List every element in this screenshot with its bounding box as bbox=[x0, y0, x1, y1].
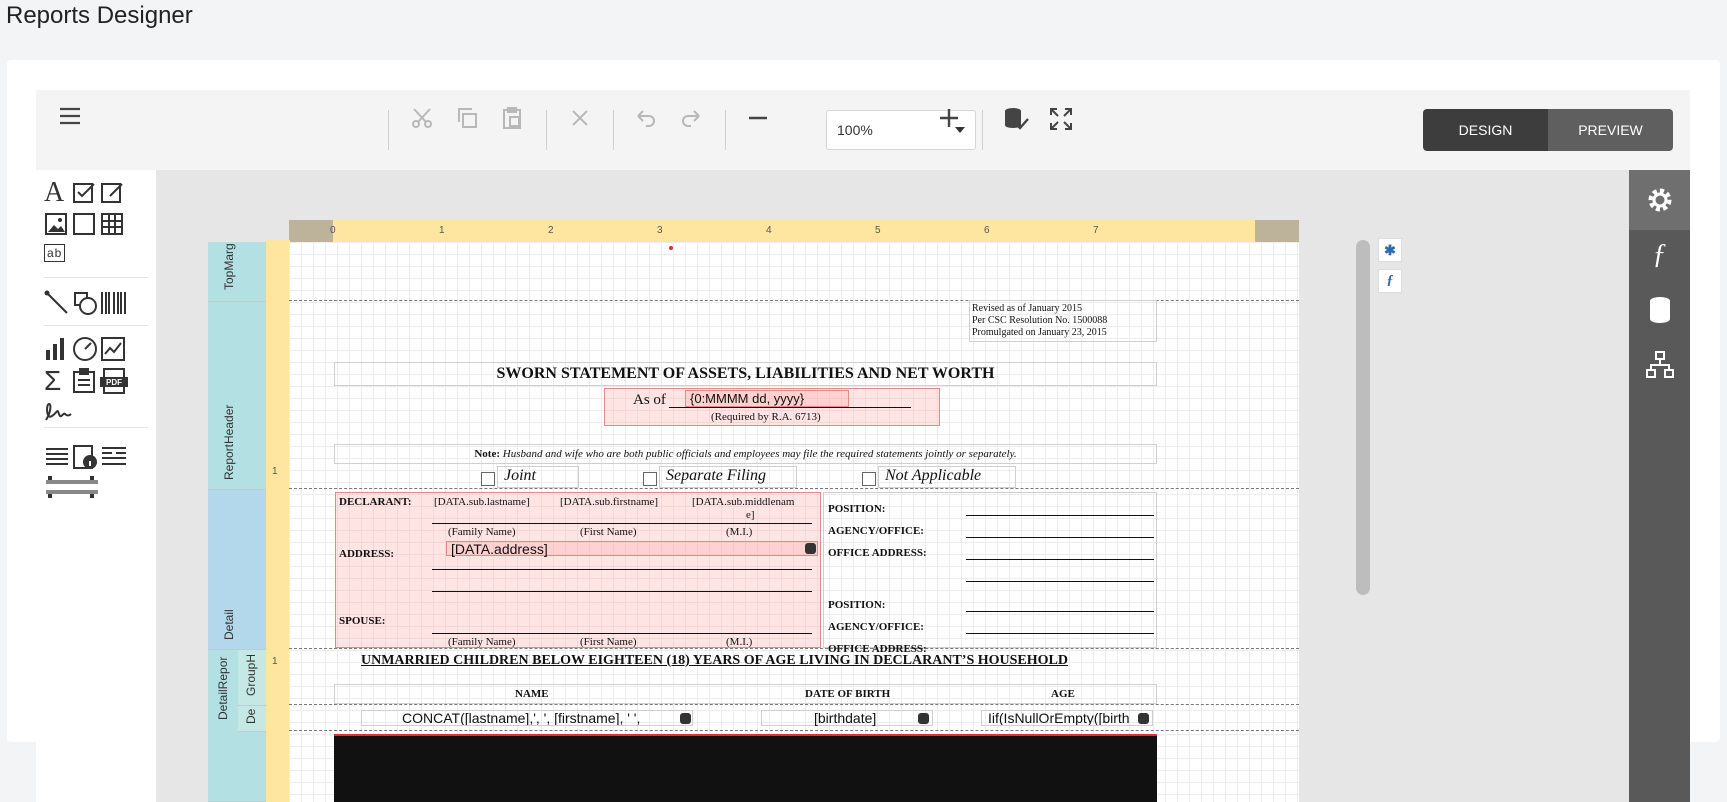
character-comb-tool-icon[interactable]: ab bbox=[44, 244, 65, 262]
richtext-tool-icon[interactable] bbox=[100, 180, 124, 209]
col-name: NAME bbox=[515, 688, 549, 700]
cut-icon[interactable] bbox=[410, 106, 434, 130]
children-title[interactable]: UNMARRIED CHILDREN BELOW EIGHTEEN (18) YEARS OF AGE LIVING IN DECLARANT’S HOUSEHOLD bbox=[361, 653, 1068, 668]
pdf-content-tool-icon[interactable] bbox=[100, 368, 128, 399]
band-label: De bbox=[244, 708, 258, 724]
zoom-in-icon[interactable] bbox=[937, 106, 961, 130]
revised-line: Revised as of January 2015 bbox=[972, 303, 1082, 314]
position-label: POSITION: bbox=[828, 599, 886, 611]
declarant-label: DECLARANT: bbox=[339, 496, 412, 508]
ruler-tick: 4 bbox=[766, 225, 772, 236]
band-label: TopMarg bbox=[222, 243, 236, 290]
report-explorer-icon[interactable] bbox=[1629, 335, 1690, 395]
element-settings-icon[interactable]: ✱ bbox=[1378, 238, 1402, 262]
col-dob: DATE OF BIRTH bbox=[805, 688, 891, 700]
report-title[interactable]: SWORN STATEMENT OF ASSETS, LIABILITIES AND NET WORTH bbox=[334, 362, 1157, 386]
agency-label: AGENCY/OFFICE: bbox=[828, 621, 924, 633]
ruler-tick: 6 bbox=[984, 225, 990, 236]
toolbox-group-basic bbox=[44, 170, 148, 278]
database-icon bbox=[805, 543, 816, 554]
redo-icon[interactable] bbox=[679, 106, 703, 130]
vertical-scrollbar[interactable] bbox=[1354, 240, 1372, 802]
office-address-label: OFFICE ADDRESS: bbox=[828, 643, 927, 655]
report-designer bbox=[36, 90, 1690, 802]
separate-filing-checkbox[interactable] bbox=[643, 472, 657, 486]
horizontal-ruler bbox=[289, 220, 1299, 242]
ruler-tick: 7 bbox=[1093, 225, 1099, 236]
label-tool-icon[interactable]: A bbox=[44, 177, 65, 208]
picture-tool-icon[interactable] bbox=[44, 212, 68, 241]
band-report-header[interactable] bbox=[208, 302, 266, 490]
revised-note[interactable] bbox=[969, 300, 1157, 342]
toolbox-group-layout bbox=[44, 428, 148, 498]
note-text: Husband and wife who are both public officials and employees may file the required statements jointly or separately. bbox=[502, 448, 1017, 460]
separate-filing-label: Separate Filing bbox=[659, 466, 797, 488]
ruler-tick: 3 bbox=[657, 225, 663, 236]
toolbox bbox=[36, 170, 156, 802]
page-title: Reports Designer bbox=[6, 2, 193, 29]
paste-icon[interactable] bbox=[500, 106, 524, 130]
chart-tool-icon[interactable] bbox=[44, 336, 70, 367]
firstname-field[interactable]: [DATA.sub.firstname] bbox=[560, 496, 659, 508]
ruler-tick: 1 bbox=[272, 466, 278, 477]
band-group-header[interactable] bbox=[238, 650, 266, 706]
toolbox-group-charts bbox=[44, 326, 148, 428]
revised-line: Per CSC Resolution No. 1500088 bbox=[972, 315, 1108, 326]
right-panel bbox=[1629, 170, 1690, 802]
design-tab[interactable]: DESIGN bbox=[1423, 109, 1548, 151]
report-canvas bbox=[289, 242, 1299, 802]
mi-caption: (M.I.) bbox=[726, 636, 753, 648]
band-footer[interactable] bbox=[238, 732, 266, 802]
signature-tool-icon[interactable] bbox=[44, 400, 72, 429]
toc-tool-icon[interactable] bbox=[44, 444, 70, 475]
not-applicable-checkbox[interactable] bbox=[862, 472, 876, 486]
family-name-caption: (Family Name) bbox=[448, 526, 516, 538]
fullscreen-icon[interactable] bbox=[1048, 106, 1074, 132]
as-of-label: As of bbox=[633, 392, 666, 408]
copy-icon[interactable] bbox=[455, 106, 479, 130]
checkbox-tool-icon[interactable] bbox=[72, 180, 96, 209]
zoom-value: 100% bbox=[837, 122, 873, 138]
ruler-tick: 1 bbox=[439, 225, 445, 236]
joint-label: Joint bbox=[497, 466, 579, 488]
name-expression: CONCAT([lastname],', ', [firstname], ' ', bbox=[402, 710, 641, 726]
element-expression-icon[interactable]: ƒ bbox=[1378, 269, 1402, 293]
band-label: GroupH bbox=[244, 653, 258, 696]
band-detail-report[interactable] bbox=[208, 650, 238, 802]
address-label: ADDRESS: bbox=[339, 548, 395, 560]
database-icon bbox=[680, 713, 691, 724]
band-label: ReportHeader bbox=[222, 404, 236, 480]
hamburger-menu-icon[interactable] bbox=[58, 104, 82, 128]
not-applicable-label: Not Applicable bbox=[878, 466, 1016, 488]
line-tool-icon[interactable] bbox=[44, 290, 70, 321]
field-list-database-icon[interactable] bbox=[1629, 280, 1690, 340]
page-break-tool-icon[interactable] bbox=[100, 444, 128, 475]
dob-expression: [birthdate] bbox=[814, 710, 877, 726]
age-expression-field[interactable] bbox=[981, 710, 1153, 726]
spouse-label: SPOUSE: bbox=[339, 615, 386, 627]
table-band[interactable] bbox=[334, 734, 1157, 802]
summary-tool-icon[interactable]: Σ bbox=[44, 365, 62, 396]
database-icon bbox=[918, 713, 929, 724]
address-field-text: [DATA.address] bbox=[451, 541, 548, 557]
required-by: (Required by R.A. 6713) bbox=[711, 411, 821, 423]
family-name-caption: (Family Name) bbox=[448, 636, 516, 648]
design-surface bbox=[156, 170, 1629, 802]
revised-line: Promulgated on January 23, 2015 bbox=[972, 327, 1107, 338]
col-age: AGE bbox=[1051, 688, 1075, 700]
position-label: POSITION: bbox=[828, 503, 886, 515]
gauge-tool-icon[interactable] bbox=[72, 336, 98, 367]
middlename-field[interactable]: [DATA.sub.middlenam bbox=[692, 496, 795, 508]
undo-icon[interactable] bbox=[634, 106, 658, 130]
first-name-caption: (First Name) bbox=[580, 526, 637, 538]
joint-checkbox[interactable] bbox=[481, 472, 495, 486]
first-name-caption: (First Name) bbox=[580, 636, 637, 648]
panel-tool-icon[interactable] bbox=[72, 212, 96, 241]
toolbox-group-shapes bbox=[44, 278, 148, 326]
children-header-row[interactable] bbox=[334, 684, 1157, 704]
position-panel[interactable] bbox=[823, 492, 1157, 655]
page-info-tool-icon[interactable] bbox=[72, 444, 98, 475]
note-line[interactable] bbox=[334, 444, 1157, 464]
preview-tab[interactable]: PREVIEW bbox=[1548, 109, 1673, 151]
declarant-panel[interactable] bbox=[335, 492, 821, 648]
office-address-label: OFFICE ADDRESS: bbox=[828, 547, 927, 559]
band-detail-2[interactable] bbox=[238, 706, 266, 732]
properties-gear-icon[interactable] bbox=[1629, 170, 1690, 230]
sparkline-tool-icon[interactable] bbox=[100, 336, 126, 367]
table-tool-icon[interactable] bbox=[100, 212, 124, 241]
lastname-field[interactable]: [DATA.sub.lastname] bbox=[434, 496, 530, 508]
middlename-tail: e] bbox=[746, 509, 755, 521]
ruler-tick: 1 bbox=[272, 656, 278, 667]
cross-band-tool-icon[interactable] bbox=[44, 474, 100, 505]
toolbar bbox=[36, 90, 1690, 170]
agency-label: AGENCY/OFFICE: bbox=[828, 525, 924, 537]
address-field[interactable] bbox=[446, 541, 818, 556]
as-of-panel[interactable] bbox=[604, 388, 940, 426]
scrollbar-thumb[interactable] bbox=[1356, 240, 1370, 595]
age-expression: Iif(IsNullOrEmpty([birth bbox=[988, 710, 1130, 726]
barcode-tool-icon[interactable] bbox=[100, 290, 128, 321]
delete-icon[interactable] bbox=[568, 106, 592, 130]
expressions-icon[interactable]: ƒ bbox=[1652, 239, 1667, 270]
band-label: DetailRepor bbox=[216, 656, 230, 720]
ruler-tick: 5 bbox=[875, 225, 881, 236]
vertical-ruler bbox=[266, 240, 290, 802]
zoom-out-icon[interactable] bbox=[746, 106, 770, 130]
band-label: Detail bbox=[222, 609, 236, 640]
mode-switch bbox=[1423, 109, 1673, 151]
band-detail[interactable] bbox=[208, 490, 266, 650]
as-of-date-field[interactable]: {0:MMMM dd, yyyy} bbox=[685, 390, 849, 407]
ruler-tick: 2 bbox=[548, 225, 554, 236]
shape-tool-icon[interactable] bbox=[72, 290, 98, 321]
database-icon bbox=[1138, 713, 1149, 724]
subreport-tool-icon[interactable] bbox=[72, 368, 96, 399]
name-expression-field[interactable] bbox=[361, 710, 693, 726]
note-label: Note: bbox=[474, 448, 501, 460]
ruler-tick: 0 bbox=[330, 225, 336, 236]
dob-expression-field[interactable] bbox=[761, 710, 933, 726]
band-top-margin[interactable] bbox=[208, 242, 266, 302]
svg-text:PDF: PDF bbox=[106, 378, 122, 387]
mi-caption: (M.I.) bbox=[726, 526, 753, 538]
validate-bindings-icon[interactable] bbox=[1002, 105, 1030, 133]
